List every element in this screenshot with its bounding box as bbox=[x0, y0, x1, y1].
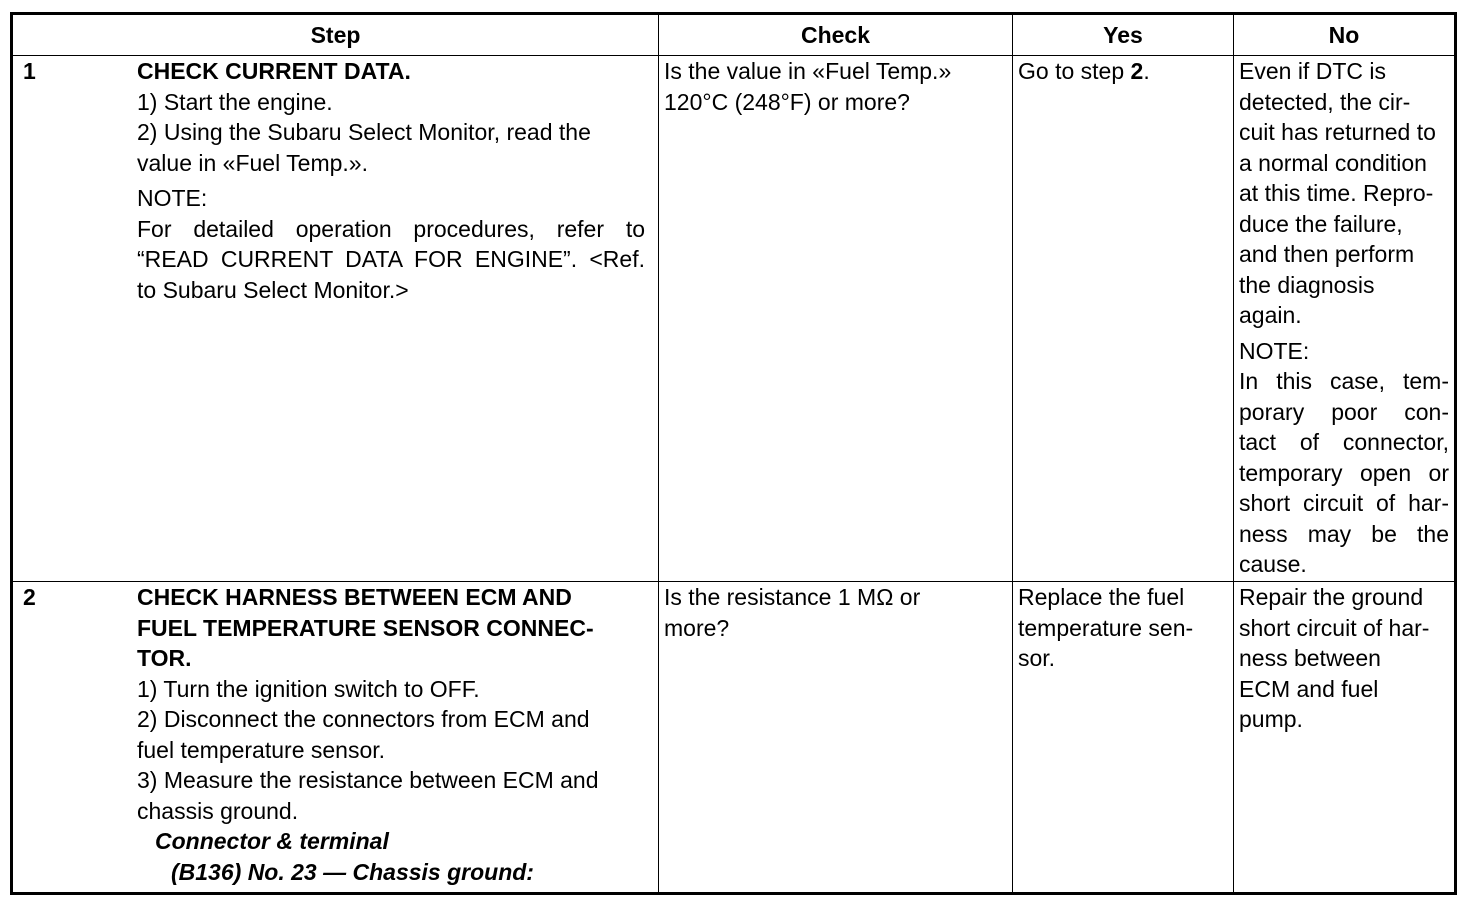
no-note-line: In this case, tem- bbox=[1239, 368, 1449, 394]
connector-value: (B136) No. 23 — Chassis ground: bbox=[171, 858, 534, 885]
step-cell bbox=[12, 56, 659, 582]
header-check: Check bbox=[659, 14, 1013, 56]
instruction-line: 1) Turn the ignition switch to OFF. bbox=[137, 675, 480, 702]
no-note-line: temporary open or bbox=[1239, 459, 1449, 486]
no-cell bbox=[1234, 56, 1456, 582]
no-line: detected, the cir- bbox=[1239, 88, 1411, 115]
connector-heading: Connector & terminal bbox=[155, 828, 389, 854]
header-yes: Yes bbox=[1013, 14, 1234, 56]
yes-suffix: . bbox=[1143, 58, 1150, 84]
instruction-line: fuel temperature sensor. bbox=[137, 736, 386, 763]
yes-cell bbox=[1013, 582, 1234, 894]
note-line: to Subaru Select Monitor.> bbox=[137, 276, 409, 303]
check-line: Is the value in «Fuel Temp.» bbox=[664, 58, 952, 84]
check-cell bbox=[659, 56, 1013, 582]
step-title: CHECK CURRENT DATA. bbox=[137, 58, 411, 84]
instruction-line: 3) Measure the resistance between ECM and bbox=[137, 767, 599, 793]
no-line: a normal condition bbox=[1239, 149, 1427, 176]
no-line: at this time. Repro- bbox=[1239, 180, 1434, 206]
yes-text: Go to step bbox=[1018, 58, 1131, 84]
step-cell bbox=[12, 582, 659, 894]
check-line: 120°C (248°F) or more? bbox=[664, 88, 910, 115]
no-line: again. bbox=[1239, 302, 1302, 328]
note-line: “READ CURRENT DATA FOR ENGINE”. <Ref. bbox=[137, 246, 645, 272]
no-line: pump. bbox=[1239, 706, 1303, 732]
yes-line: temperature sen- bbox=[1018, 614, 1194, 641]
step-body bbox=[137, 582, 653, 892]
no-line: the diagnosis bbox=[1239, 271, 1375, 298]
no-note-line: short circuit of har- bbox=[1239, 490, 1449, 516]
no-line: ECM and fuel bbox=[1239, 675, 1379, 702]
note-line: For detailed operation procedures, refer to bbox=[137, 215, 645, 242]
no-note-line: porary poor con- bbox=[1239, 398, 1449, 425]
note-label: NOTE: bbox=[137, 185, 208, 211]
check-line: more? bbox=[664, 614, 730, 641]
yes-line: sor. bbox=[1018, 645, 1056, 671]
instruction-line: value in «Fuel Temp.». bbox=[137, 149, 368, 176]
instruction-line: 2) Disconnect the connectors from ECM and bbox=[137, 706, 590, 732]
yes-step-ref: 2 bbox=[1130, 58, 1144, 84]
diagnostic-table bbox=[10, 12, 1457, 895]
check-cell bbox=[659, 582, 1013, 894]
instruction-line: 1) Start the engine. bbox=[137, 88, 333, 115]
table-row bbox=[12, 582, 1456, 894]
no-line: Even if DTC is bbox=[1239, 58, 1386, 84]
step-body bbox=[137, 56, 653, 581]
no-note-line: cause. bbox=[1239, 551, 1307, 577]
step-title-line: TOR. bbox=[137, 645, 192, 671]
no-line: cuit has returned to bbox=[1239, 119, 1436, 145]
no-line: short circuit of har- bbox=[1239, 614, 1430, 641]
no-line: ness between bbox=[1239, 645, 1381, 671]
step-number: 2 bbox=[23, 584, 36, 610]
instruction-line: chassis ground. bbox=[137, 797, 299, 824]
step-title-line: CHECK HARNESS BETWEEN ECM AND bbox=[137, 584, 572, 610]
header-no: No bbox=[1234, 14, 1456, 56]
no-line: and then perform bbox=[1239, 241, 1415, 267]
no-line: Repair the ground bbox=[1239, 584, 1424, 610]
instruction-line: 2) Using the Subaru Select Monitor, read the bbox=[137, 119, 591, 145]
yes-cell bbox=[1013, 56, 1234, 582]
header-step: Step bbox=[12, 14, 659, 56]
step-number: 1 bbox=[23, 58, 36, 84]
yes-line: Replace the fuel bbox=[1018, 584, 1185, 610]
no-note-line: tact of connector, bbox=[1239, 429, 1449, 455]
no-note-line: ness may be the bbox=[1239, 520, 1449, 547]
table-row bbox=[12, 56, 1456, 582]
check-line: Is the resistance 1 MΩ or bbox=[664, 584, 921, 610]
no-line: duce the failure, bbox=[1239, 210, 1403, 237]
header-row bbox=[12, 14, 1456, 56]
no-cell bbox=[1234, 582, 1456, 894]
step-title-line: FUEL TEMPERATURE SENSOR CONNEC- bbox=[137, 614, 594, 641]
no-note-label: NOTE: bbox=[1239, 337, 1310, 364]
